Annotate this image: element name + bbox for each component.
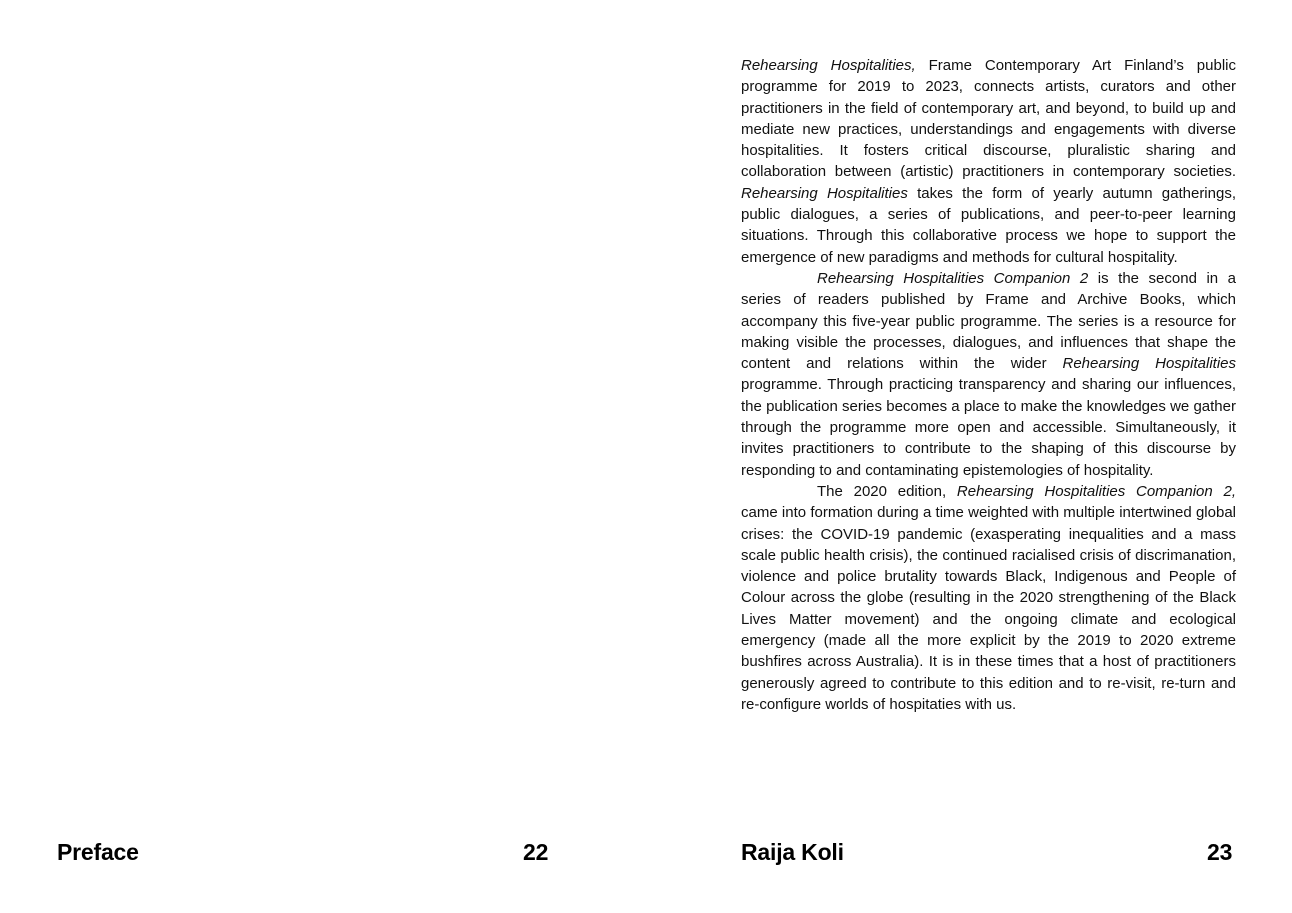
title-italic: Rehearsing Hospitalities Companion 2 (817, 269, 1089, 287)
paragraph-text: came into formation during a time weighted with multiple intertwined global crises: the COVID-19 pandemic (exasperating inequalities and a mass scale public health crisis), the continued racialised crisis of discrimanation, violence and police brutality towards Black, Indigenous and People of Colour across the globe (resulting in the 2020 strengthening of the Black Lives Matter movement) and the ongoing climate and ecological emergency (made all the more explicit by the 2019 to 2020 extreme bushfires across Australia). It is in these times that a host of practitioners generously agreed to contribute to this edition and to re-visit, re-turn and re-configure worlds of hospitaties with us. (741, 504, 1236, 713)
page-number-right: 23 (1207, 839, 1233, 865)
body-text (741, 55, 1236, 715)
paragraph-2 (741, 268, 1236, 481)
section-title: Preface (57, 839, 139, 865)
paragraph-text: is the second in a series of readers published by Frame and Archive Books, which accompany this five-year public programme. The series is a resource for making visible the processes, dialogues, and influences that shape the content and relations within the wider (741, 269, 1236, 373)
title-italic: Rehearsing Hospitalities (1062, 355, 1237, 373)
paragraph-text: Frame Contemporary Art Finland’s public programme for 2019 to 2023, connects artists, curators and other practitioners in the field of contemporary art, and beyond, to build up and mediate new practices, understandings and engagements with diverse hospitalities. It fosters critical discourse, pluralistic sharing and collaboration between (artistic) practitioners in contemporary societies. (741, 57, 1236, 181)
paragraph-3 (741, 481, 1236, 715)
page-number-left: 22 (523, 839, 549, 865)
paragraph-1 (741, 55, 1236, 268)
paragraph-text: The 2020 edition, (817, 482, 957, 500)
paragraph-text: takes the form of yearly autumn gatherings, public dialogues, a series of publications, and peer-to-peer learning situations. Through this collaborative process we hope to support the emergence of new paradigms and methods for cultural hospitality. (741, 184, 1236, 266)
title-italic: Rehearsing Hospitalities, (741, 57, 916, 74)
author-name: Raija Koli (741, 839, 844, 865)
title-italic: Rehearsing Hospitalities (741, 184, 908, 202)
title-italic: Rehearsing Hospitalities Companion 2, (956, 482, 1236, 500)
right-page (646, 0, 1292, 913)
paragraph-text: programme. Through practicing transparency and sharing our influences, the publication series becomes a place to make the knowledges we gather through the programme more open and accessible. Simultaneously, it invites practitioners to contribute to the shaping of this discourse by responding to and contaminating epistemologies of hospitality. (741, 376, 1236, 479)
